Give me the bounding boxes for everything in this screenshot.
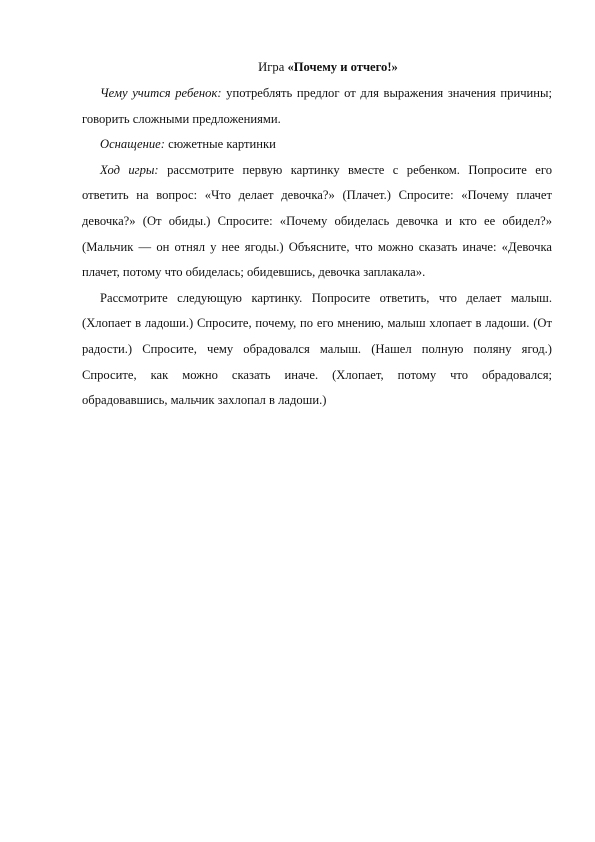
goal-text: употреблять предлог от для выражения значения причины; говорить сложными предложениями. — [82, 86, 552, 126]
document-title — [104, 54, 552, 80]
equipment-label: Оснащение: — [100, 137, 165, 152]
title-game-name: «Почему и отчего!» — [287, 60, 398, 74]
second-picture-text: Рассмотрите следующую картинку. Попросите ответить, что делает малыш. (Хлопает в ладоши.) Спросите, почему, по его мнению, малыш хлопает в ладоши. (От радости.) Спросите, чему обрадовался малыш. (Нашел полную поляну ягод.) Спросите, как можно сказать иначе. (Хлопает, потому что обрадовался; обрадовавшись, мальчик захлопал в ладоши.) — [82, 290, 552, 408]
course-text: рассмотрите первую картинку вместе с ребенком. Попросите его ответить на вопрос: «Что делает девочка?» (Плачет.) Спросите: «Почему плачет девочка?» (От обиды.) Спросите: «Почему обиделась девочка и кто ее обидел?» (Мальчик — он отнял у нее ягоды.) Объясните, что можно сказать иначе: «Девочка плачет, потому что обиделась; обидевшись, девочка заплакала». — [82, 162, 553, 280]
goal-label: Чему учится ребенок: — [100, 86, 222, 100]
equipment-paragraph — [82, 132, 552, 158]
second-picture-paragraph — [82, 286, 552, 414]
document-page — [82, 54, 552, 414]
course-paragraph — [82, 158, 552, 286]
course-label: Ход игры: — [100, 162, 159, 177]
equipment-text: сюжетные картинки — [164, 137, 276, 152]
title-prefix: Игра — [258, 60, 288, 74]
goal-paragraph — [82, 81, 552, 132]
